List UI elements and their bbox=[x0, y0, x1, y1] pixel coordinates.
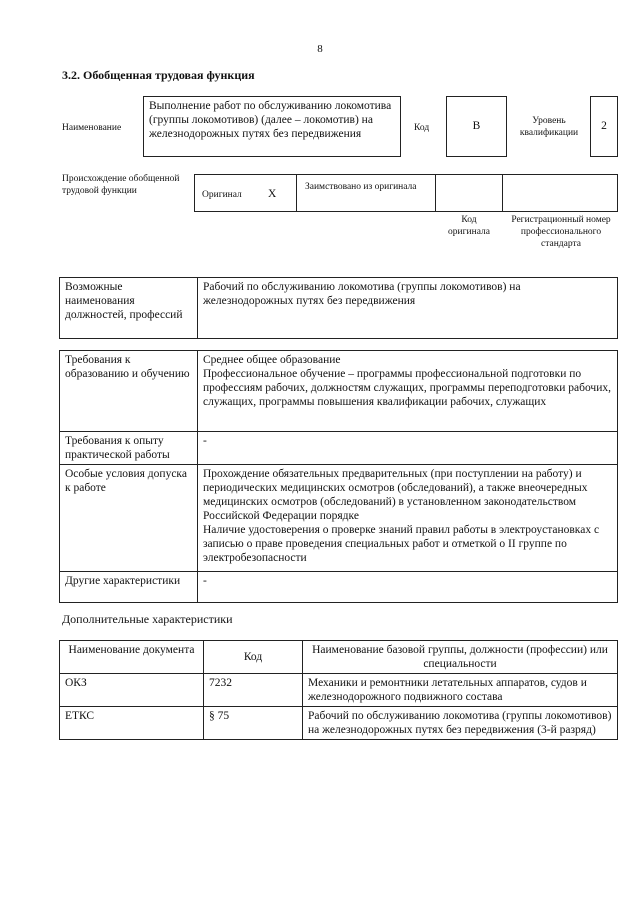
requirement-line: Среднее общее образование bbox=[203, 354, 341, 366]
positions-table bbox=[59, 277, 618, 339]
requirement-line: - bbox=[203, 435, 207, 447]
name-value: Выполнение работ по обслуживанию локомотива (группы локомотивов) (далее – локомотив) на железнодорожных путях без передвижения bbox=[143, 96, 401, 157]
requirement-line: - bbox=[203, 575, 207, 587]
requirements-table bbox=[59, 350, 618, 603]
requirement-label: Требования к опыту практической работы bbox=[60, 432, 198, 465]
page-number: 8 bbox=[317, 43, 323, 55]
table-row bbox=[60, 432, 618, 465]
code-original-caption: Код оригинала bbox=[448, 215, 490, 237]
reg-number-caption: Регистрационный номер профессионального стандарта bbox=[511, 215, 611, 249]
additional-table bbox=[59, 640, 618, 740]
table-row bbox=[60, 707, 618, 740]
column-header: Наименование документа bbox=[60, 641, 204, 674]
positions-label: Возможные наименования должностей, профессий bbox=[60, 278, 198, 339]
table-header-row bbox=[60, 641, 618, 674]
requirement-label: Требования к образованию и обучению bbox=[60, 351, 198, 432]
original-label: Оригинал bbox=[202, 190, 242, 200]
table-row bbox=[60, 572, 618, 603]
borrowed-label: Заимствовано из оригинала bbox=[305, 182, 417, 192]
column-header: Наименование базовой группы, должности (профессии) или специальности bbox=[303, 641, 618, 674]
table-cell: ОКЗ bbox=[60, 674, 204, 707]
table-row bbox=[60, 674, 618, 707]
positions-value: Рабочий по обслуживанию локомотива (группы локомотивов) на железнодорожных путях без передвижения bbox=[198, 278, 618, 339]
level-label: Уровень квалификации bbox=[519, 116, 579, 138]
table-cell: § 75 bbox=[204, 707, 303, 740]
section-title: 3.2. Обобщенная трудовая функция bbox=[62, 68, 255, 82]
requirement-line: Наличие удостоверения о проверке знаний правил работы в электроустановках с записью о праве проведения специальных работ и отметкой о II группе по электробезопасности bbox=[203, 524, 600, 564]
code-label: Код bbox=[414, 123, 430, 133]
name-label: Наименование bbox=[62, 123, 122, 133]
origin-label: Происхождение обобщенной трудовой функции bbox=[62, 174, 180, 196]
origin-box bbox=[194, 174, 618, 212]
requirement-label: Особые условия допуска к работе bbox=[60, 465, 198, 572]
requirement-line: Прохождение обязательных предварительных (при поступлении на работу) и периодических медицинских осмотров (обследований), а также внеочередных медицинских осмотров (обследований) в установленном законодательством Российской Федерации порядке bbox=[203, 468, 588, 522]
level-value: 2 bbox=[590, 96, 618, 157]
table-row bbox=[60, 465, 618, 572]
additional-title: Дополнительные характеристики bbox=[62, 612, 233, 626]
table-row bbox=[60, 351, 618, 432]
requirement-label: Другие характеристики bbox=[60, 572, 198, 603]
requirement-line: Профессиональное обучение – программы профессиональной подготовки по профессиям рабочих, должностям служащих, программы переподготовки рабочих, служащих, программы повышения квалификации рабочих, служащих bbox=[203, 368, 611, 408]
original-mark: X bbox=[268, 188, 277, 200]
table-cell: 7232 bbox=[204, 674, 303, 707]
column-header: Код bbox=[204, 641, 303, 674]
table-cell: Рабочий по обслуживанию локомотива (группы локомотивов) на железнодорожных путях без передвижения (3-й разряд) bbox=[303, 707, 618, 740]
code-value: B bbox=[446, 96, 507, 157]
table-cell: Механики и ремонтники летательных аппаратов, судов и железнодорожного подвижного состава bbox=[303, 674, 618, 707]
table-cell: ЕТКС bbox=[60, 707, 204, 740]
